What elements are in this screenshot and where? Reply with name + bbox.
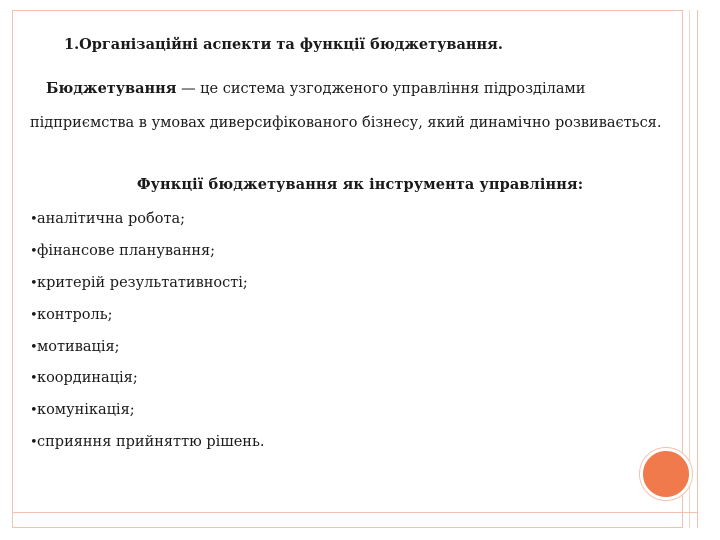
list-item-text: критерій результативності; [37, 274, 248, 291]
definition-term: Бюджетування [46, 80, 177, 97]
list-item [30, 397, 264, 429]
right-decorative-band [682, 10, 698, 528]
list-item [30, 238, 264, 270]
bullet-icon: • [30, 243, 38, 259]
bullet-icon: • [30, 212, 38, 227]
list-item [30, 270, 264, 302]
bullet-icon: • [30, 435, 38, 451]
bullet-icon: • [30, 371, 38, 387]
list-item [30, 365, 264, 397]
list-item-text: координація; [37, 370, 138, 387]
list-item-text: аналітична робота; [37, 211, 186, 227]
decorative-circle-icon [640, 448, 692, 500]
definition-text: — це система узгодженого управління підрозділами підприємства в умовах диверсифікованого бізнесу, який динамічно розвивається. [30, 81, 662, 131]
list-item-text: фінансове планування; [37, 242, 216, 259]
functions-heading: Функції бюджетування як інструмента управління: [136, 176, 584, 193]
bottom-decorative-line [12, 512, 698, 513]
list-item [30, 206, 264, 238]
list-item [30, 302, 264, 334]
list-item [30, 429, 264, 461]
list-item-text: сприяння прийняттю рішень. [37, 434, 265, 451]
list-item-text: мотивація; [37, 338, 120, 355]
list-item [30, 334, 264, 366]
slide-title: 1.Організаційні аспекти та функції бюджетування. [64, 36, 503, 53]
bullet-icon: • [30, 275, 38, 291]
right-decorative-line [689, 10, 690, 528]
list-item-text: комунікація; [37, 402, 135, 419]
list-item-text: контроль; [37, 306, 113, 323]
bullet-icon: • [30, 339, 38, 355]
bullet-icon: • [30, 403, 38, 419]
bullet-icon: • [30, 307, 38, 323]
functions-list [30, 206, 264, 461]
definition-paragraph [30, 72, 680, 140]
